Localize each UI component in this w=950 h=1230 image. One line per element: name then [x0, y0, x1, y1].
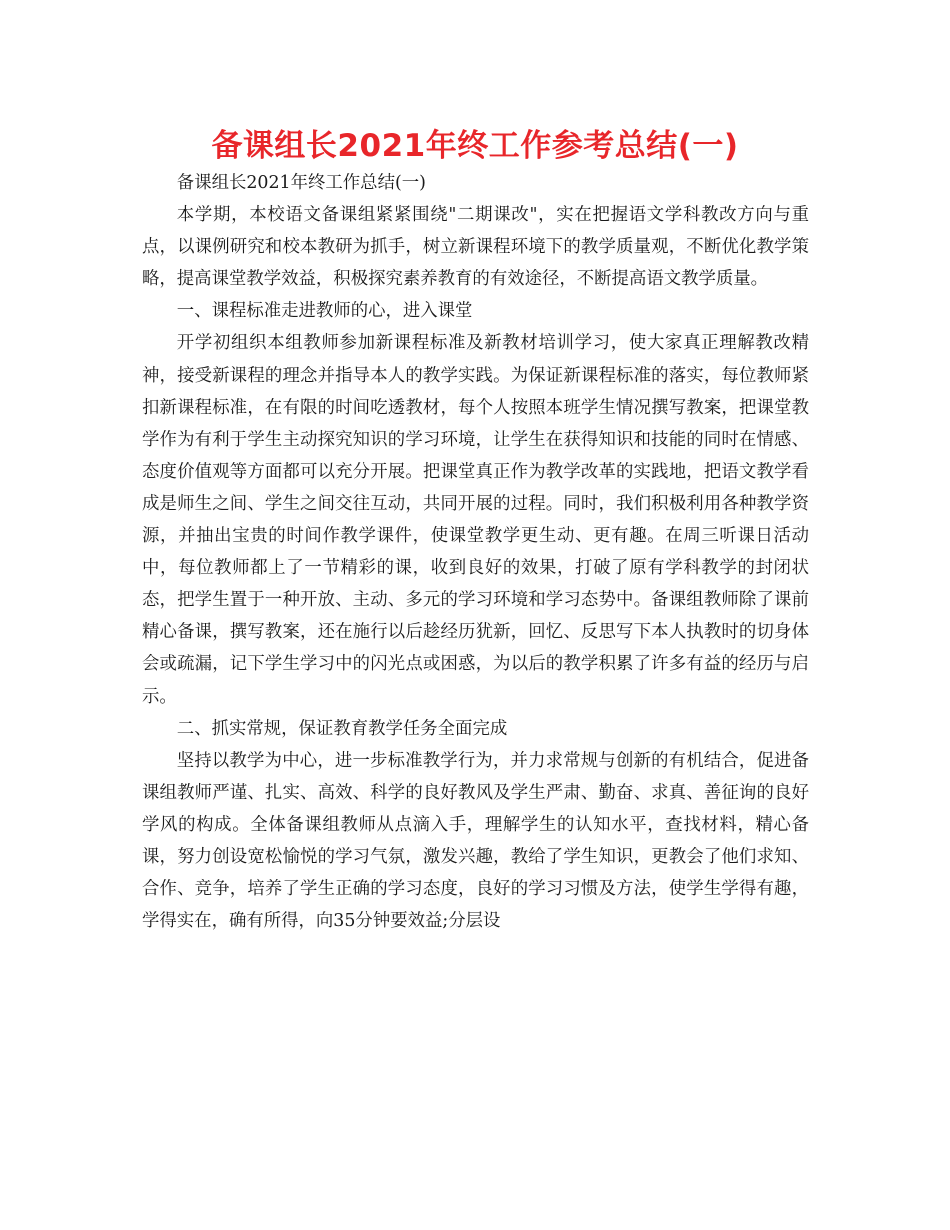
- paragraph-subtitle: 备课组长2021年终工作总结(一): [176, 173, 426, 193]
- section-heading-1: 一、课程标准走进教师的心，进入课堂: [176, 301, 473, 322]
- paragraph-intro: 本学期，本校语文备课组紧紧围绕"二期课改"，实在把握语文学科教改方向与重点，以课例研究和校本教研为抓手，树立新课程环境下的教学质量观，不断优化教学策略，提高课堂教学效益，积极探究素养教育的有效途径，不断提高语文教学质量。: [142, 205, 809, 290]
- document-body: [142, 167, 809, 937]
- document-title: 备课组长2021年终工作参考总结(一): [211, 128, 739, 164]
- paragraph-section-1: 开学初组织本组教师参加新课程标准及新教材培训学习，使大家真正理解教改精神，接受新课程的理念并指导本人的教学实践。为保证新课程标准的落实，每位教师紧扣新课程标准，在有限的时间吃透教材，每个人按照本班学生情况撰写教案，把课堂教学作为有利于学生主动探究知识的学习环境，让学生在获得知识和技能的同时在情感、态度价值观等方面都可以充分开展。把课堂真正作为教学改革的实践地，把语文教学看成是师生之间、学生之间交往互动，共同开展的过程。同时，我们积极利用各种教学资源，并抽出宝贵的时间作教学课件，使课堂教学更生动、更有趣。在周三听课日活动中，每位教师都上了一节精彩的课，收到良好的效果，打破了原有学科教学的封闭状态，把学生置于一种开放、主动、多元的学习环境和学习态势中。备课组教师除了课前精心备课，撰写教案，还在施行以后趁经历犹新，回忆、反思写下本人执教时的切身体会或疏漏，记下学生学习中的闪光点或困惑，为以后的教学积累了许多有益的经历与启示。: [142, 333, 809, 707]
- section-heading-2: 二、抓实常规，保证教育教学任务全面完成: [176, 718, 508, 739]
- paragraph-section-2: 坚持以教学为中心，进一步标准教学行为，并力求常规与创新的有机结合，促进备课组教师严谨、扎实、高效、科学的良好教风及学生严肃、勤奋、求真、善征询的良好学风的构成。全体备课组教师从点滴入手，理解学生的认知水平，查找材料，精心备课，努力创设宽松愉悦的学习气氛，激发兴趣，教给了学生知识，更教会了他们求知、合作、竞争，培养了学生正确的学习态度，良好的学习习惯及方法，使学生学得有趣，学得实在，确有所得，向35分钟要效益;分层设: [142, 750, 809, 932]
